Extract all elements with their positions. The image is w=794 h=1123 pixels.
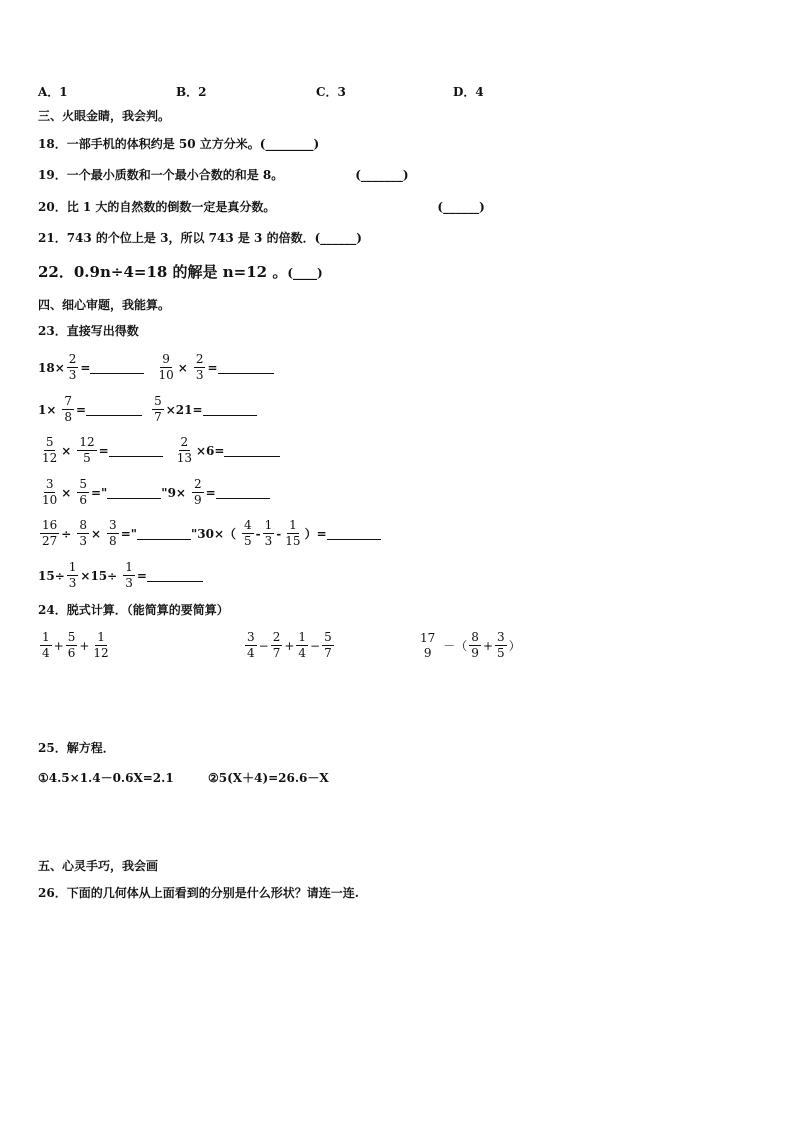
equation-1: ①4.5×1.4－0.6X=2.1 <box>38 771 174 785</box>
r6-mid: ×15÷ <box>80 568 118 583</box>
equals-sign: =" <box>90 485 108 500</box>
calc-row-4 <box>38 477 270 508</box>
times-sign: × <box>61 443 72 458</box>
answer-blank[interactable] <box>147 569 203 582</box>
question-18 <box>38 136 319 152</box>
fraction: $\frac{1}{3}$ <box>125 560 133 590</box>
r5-mid: 30×（ <box>197 527 237 541</box>
times-sign: × <box>177 360 188 375</box>
minus-sign: − <box>310 638 321 653</box>
answer-blank[interactable] <box>137 527 191 540</box>
calc-row-6 <box>38 560 203 591</box>
q20-answer-blank[interactable]: (______) <box>437 200 485 214</box>
answer-blank[interactable] <box>218 361 274 374</box>
calc-row-3 <box>38 435 280 466</box>
q22-answer-blank[interactable]: (____) <box>287 266 323 280</box>
equals-sign: = <box>207 360 218 375</box>
times-sign: × <box>61 485 72 500</box>
q20-text: 20．比 1 大的自然数的倒数一定是真分数。 <box>38 200 276 214</box>
section-3-heading: 三、火眼金睛，我会判。 <box>38 109 171 123</box>
equals-sign: = <box>76 402 87 417</box>
fraction: $\frac{8}{3}$ <box>79 518 87 548</box>
answer-blank[interactable] <box>109 444 163 457</box>
plus-sign: + <box>482 638 493 653</box>
fraction: $\frac{5}{7}$ <box>324 630 332 660</box>
fraction: $\frac{3}{10}$ <box>42 477 58 507</box>
r2-mid: ×21= <box>165 402 203 417</box>
q21-answer-blank[interactable]: (______) <box>314 231 362 245</box>
q22-text: 22．0.9n÷4=18 的解是 n=12 。 <box>38 263 288 281</box>
fraction: $\frac{16}{27}$ <box>42 518 58 548</box>
fraction: $\frac{1}{12}$ <box>93 630 109 660</box>
plus-sign: + <box>79 638 90 653</box>
minus-paren: －（ <box>443 639 468 653</box>
plus-sign: + <box>284 638 295 653</box>
close-paren: ）= <box>304 527 327 541</box>
equals-sign: = <box>80 360 91 375</box>
fraction: $\frac{1}{3}$ <box>68 560 77 590</box>
fraction: 1 4 <box>42 630 50 660</box>
divide-sign: ÷ <box>61 526 72 541</box>
calc-row-2 <box>38 394 257 425</box>
r3-mid: ×6= <box>195 443 225 458</box>
fraction: $\frac{2}{13}$ <box>176 435 192 465</box>
option-b: B．2 <box>176 85 207 99</box>
r1-prefix: 18× <box>38 360 65 375</box>
q21-text: 21．743 的个位上是 3，所以 743 是 3 的倍数． <box>38 231 315 245</box>
close-paren: ） <box>508 639 521 653</box>
times-sign: × <box>90 526 102 541</box>
fraction: $\frac{2}{9}$ <box>193 477 202 507</box>
q18-text: 18．一部手机的体积约是 50 立方分米。 <box>38 137 260 151</box>
plus-sign: + <box>53 638 64 653</box>
option-c: C．3 <box>316 85 346 99</box>
question-26: 26．下面的几何体从上面看到的分别是什么形状？请连一连. <box>38 886 359 900</box>
fraction: 8 9 <box>471 630 479 660</box>
minus-sign: - <box>276 526 282 541</box>
fraction: $\frac{2}{3}$ <box>195 352 204 382</box>
r6-prefix: 15÷ <box>38 568 65 583</box>
equals-sign: = <box>205 485 216 500</box>
fraction: $\frac{5}{6}$ <box>79 477 87 507</box>
answer-blank[interactable] <box>224 444 280 457</box>
minus-sign: − <box>258 638 269 653</box>
section-4-heading: 四、细心审题，我能算。 <box>38 298 171 312</box>
fraction: 3 4 <box>247 630 255 660</box>
fraction: $\frac{3}{8}$ <box>109 518 117 548</box>
option-a: A．1 <box>38 85 68 99</box>
q19-answer-blank[interactable]: (_______) <box>355 168 409 182</box>
fraction: 17 9 <box>420 630 436 660</box>
q19-text: 19．一个最小质数和一个最小合数的和是 8。 <box>38 168 284 182</box>
equation-2: ②5(X＋4)=26.6－X <box>208 771 329 785</box>
calc-row-5 <box>38 518 381 549</box>
fraction: $\frac{5}{6}$ <box>67 630 76 660</box>
fraction: $\frac{7}{8}$ <box>64 394 73 424</box>
section-5-heading: 五、心灵手巧，我会画 <box>38 859 159 873</box>
fraction: 1 3 <box>264 518 273 548</box>
r2-prefix: 1× <box>38 402 57 417</box>
calc-row-1 <box>38 352 274 383</box>
fraction: $\frac{5}{12}$ <box>42 435 58 465</box>
fraction: $\frac{12}{5}$ <box>79 435 95 465</box>
equals-sign: = <box>136 568 147 583</box>
fraction: $\frac{3}{5}$ <box>497 630 505 660</box>
question-24-title: 24．脱式计算．（能简算的要简算） <box>38 603 229 617</box>
answer-blank[interactable] <box>216 486 270 499</box>
q18-answer-blank[interactable]: (________) <box>259 137 320 151</box>
option-d: D．4 <box>453 85 484 99</box>
fraction: $\frac{9}{10}$ <box>158 352 174 382</box>
answer-blank[interactable] <box>327 527 381 540</box>
fraction: 1 15 <box>285 518 301 548</box>
question-19 <box>38 167 409 183</box>
fraction: $\frac{2}{7}$ <box>272 630 281 660</box>
r4-mid: 9× <box>167 485 186 500</box>
fraction: 4 5 <box>244 518 252 548</box>
question-25-title: 25．解方程． <box>38 741 115 755</box>
expression-2 <box>243 630 336 661</box>
equals-sign: = <box>98 443 109 458</box>
fraction: $\frac{5}{7}$ <box>154 394 162 424</box>
answer-blank[interactable] <box>203 403 257 416</box>
minus-sign: - <box>255 526 261 541</box>
answer-blank[interactable] <box>90 361 144 374</box>
question-20 <box>38 199 485 215</box>
quote-mark: " <box>161 485 168 500</box>
expression-3 <box>416 630 521 661</box>
question-22 <box>38 264 323 281</box>
fraction: $\frac{1}{4}$ <box>298 630 307 660</box>
answer-blank[interactable] <box>107 486 161 499</box>
answer-blank[interactable] <box>86 403 142 416</box>
question-21 <box>38 230 362 246</box>
quote-mark: " <box>191 526 198 541</box>
fraction: $\frac{2}{3}$ <box>68 352 77 382</box>
question-23-title: 23．直接写出得数 <box>38 324 139 338</box>
expression-1 <box>38 630 113 661</box>
equals-sign: =" <box>120 526 137 541</box>
